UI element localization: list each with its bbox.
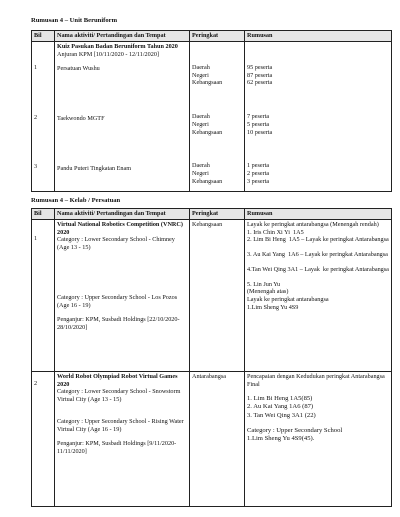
section2-title: Rumusan 4 – Kelab / Persatuan [31, 197, 121, 204]
table-header-row [32, 209, 392, 220]
col-level: Peringkat [190, 31, 245, 42]
activity-name: Persatuan Wushu [57, 65, 100, 73]
activity-name: Taekwondo MGTF [57, 115, 105, 122]
intro-title: Kuiz Pasukan Badan Beruniform Tahun 2020 [57, 42, 178, 50]
activity-title: Virtual National Robotics Competition (VNRC) 2020 [57, 220, 185, 236]
section1-title: Rumusan 4 – Unit Beruniform [31, 17, 118, 24]
activity-name: Pandu Puteri Tingkatan Enam [57, 164, 132, 172]
table-row [32, 41, 392, 191]
result-cell: Pencapaian dengan Kedudukan peringkat Antarabangsa Final 1. Lim Bi Heng 1A5(85) 2. Au Kai Yang 1A6 (87) 3. Tan Wei Qing 3A1 (22) Category : Upper Secondary School 1.Lim Sheng Yu 4S9(45). [245, 371, 392, 506]
col-name: Nama aktiviti/ Pertandingan dan Tempat [55, 31, 190, 42]
bil-cell: 2 [32, 371, 55, 506]
activity-title: World Robot Olympiad Robot Virtual Games 2020 [57, 372, 180, 388]
bil-cell: 1 [32, 219, 55, 371]
intro-sub: Anjuran KPM [10/11/2020 - 12/11/2020] [57, 50, 159, 58]
table-row [32, 371, 392, 506]
table-row [32, 219, 392, 371]
level-cell: Daerah Negeri Kebangsaan Daerah Negeri Kebangsaan Daerah Negeri Kebangsaan [190, 41, 245, 191]
col-result: Rumusan [245, 31, 392, 42]
bil-cell: 1 2 3 [32, 41, 55, 191]
col-bil: Bil [32, 209, 55, 220]
name-cell: Virtual National Robotics Competition (VNRC) 2020 Category : Lower Secondary School - Chimney (Age 13 - 15) Category : Upper Secondary School - Los Pozos (Age 16 - 19) Penganjur: KPM, Susbadi Holdings [22/10/2020-28/10/2020] [55, 219, 190, 371]
level-cell: Kebangsaan [190, 219, 245, 371]
result-cell: Layak ke peringkat antarabangsa (Menengah rendah) 1. Iris Chin Xi Yi 1A5 2. Lim Bi Heng 1A5 – Layak ke peringkat Antarabangsa 3. Au Kai Yang 1A6 – Layak ke peringkat Antarabangsa 4.Tan Wei Qing 3A1 – Layak ke peringkat Antarabangsa 5. Lin Jun Yu (Menengah atas) Layak ke peringkat antarabangsa 1.Lim Sheng Yu 4S9 [245, 219, 392, 371]
col-result: Rumusan [245, 209, 392, 220]
kelab-persatuan-table [31, 208, 392, 507]
result-cell: 95 peserta 87 peserta 62 peserta 7 peserta 5 peserta 10 peserta 1 peserta 2 peserta 3 peserta [245, 41, 392, 191]
col-name: Nama aktiviti/ Pertandingan dan Tempat [55, 209, 190, 220]
table-header-row [32, 31, 392, 42]
name-cell [55, 41, 190, 191]
col-bil: Bil [32, 31, 55, 42]
col-level: Peringkat [190, 209, 245, 220]
name-cell: World Robot Olympiad Robot Virtual Games 2020 Category : Lower Secondary School - Snowstorm Virtual City (Age 13 - 15) Category : Upper Secondary School - Rising Water Virtual City (Age 16 - 19) Penganjur: KPM, Susbadi Holdings [9/11/2020- 11/11/2020] [55, 371, 190, 506]
unit-beruniform-table [31, 30, 392, 192]
level-cell: Antarabangsa [190, 371, 245, 506]
